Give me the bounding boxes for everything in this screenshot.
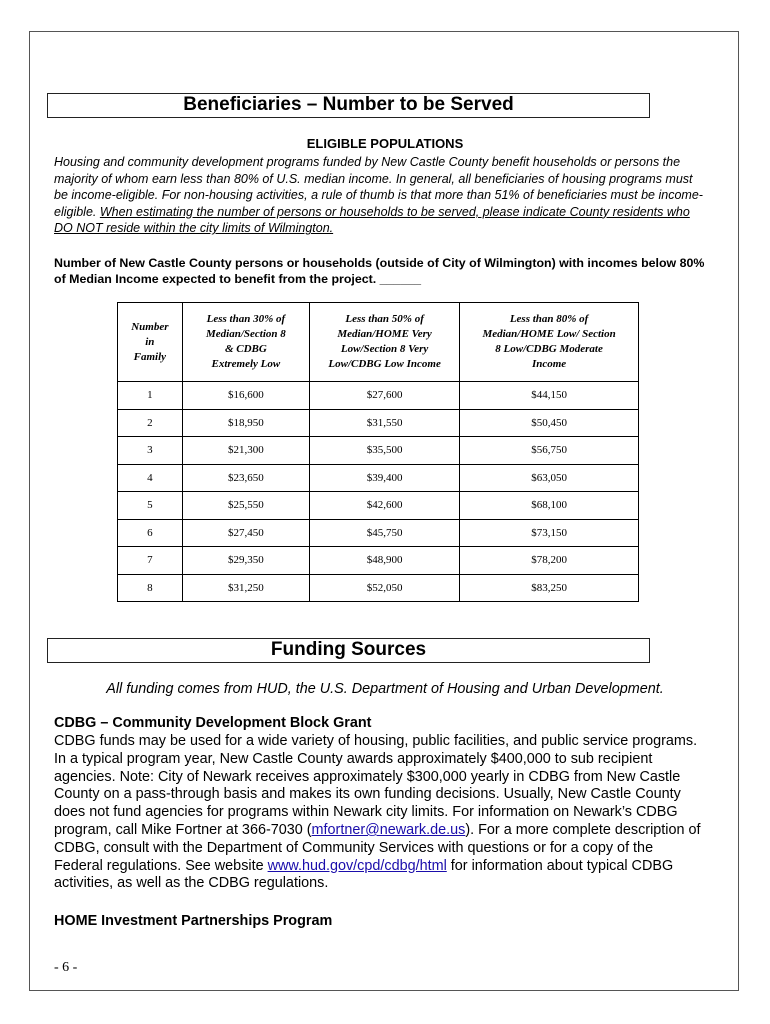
header-number-in-family [118, 303, 183, 382]
income-limit-cell: $39,400 [310, 464, 460, 492]
income-limit-cell: $18,950 [182, 409, 309, 437]
home-program-heading: HOME Investment Partnerships Program [54, 913, 333, 929]
header-line: in [145, 335, 155, 348]
table-header-row [118, 303, 639, 382]
income-limit-cell: $29,350 [182, 547, 309, 575]
income-limit-cell: $16,600 [182, 382, 309, 410]
header-line: Extremely Low [211, 358, 281, 370]
income-limit-cell: $50,450 [460, 409, 639, 437]
income-limit-cell: $63,050 [460, 464, 639, 492]
income-limit-cell: $83,250 [460, 574, 639, 602]
header-line: Low/Section 8 Very [340, 343, 429, 355]
funding-sources-title: Funding Sources [47, 638, 650, 663]
header-line: Median/Section 8 [205, 328, 286, 340]
income-limit-cell: $31,250 [182, 574, 309, 602]
intro-underlined-text: When estimating the number of persons or households to be served, please indicate County residents who DO NOT reside within the city limits of Wilmington. [54, 204, 690, 236]
family-size-cell: 6 [118, 519, 183, 547]
cdbg-heading: CDBG – Community Development Block Grant [54, 715, 372, 731]
income-limit-cell: $68,100 [460, 492, 639, 520]
income-limit-cell: $42,600 [310, 492, 460, 520]
family-size-cell: 8 [118, 574, 183, 602]
hud-website-link[interactable]: www.hud.gov/cpd/cdbg/html [267, 857, 447, 874]
header-line: Number [131, 320, 169, 333]
family-size-cell: 3 [118, 437, 183, 465]
header-line: Less than 50% of [345, 313, 424, 325]
table-row [118, 519, 639, 547]
family-size-cell: 5 [118, 492, 183, 520]
intro-text: Housing and community development programs funded by New Castle County benefit households or persons the majority of whom earn less than 80% of U.S. median income. In general, all beneficiaries of housing programs must be income-eligible. For non-housing activities, a rule of thumb is that more than 51% of beneficiaries must be income-eligible. [54, 155, 703, 219]
header-line: Income [531, 358, 567, 370]
beneficiary-count-question: Number of New Castle County persons or households (outside of City of Wilmington) with incomes below 80% of Median Income expected to benefit from the project. ______ [54, 256, 705, 286]
family-size-cell: 2 [118, 409, 183, 437]
funding-note: All funding comes from HUD, the U.S. Department of Housing and Urban Development. [106, 681, 664, 697]
table-row [118, 464, 639, 492]
income-limit-cell: $27,450 [182, 519, 309, 547]
table-row [118, 437, 639, 465]
table-row [118, 547, 639, 575]
beneficiaries-title: Beneficiaries – Number to be Served [47, 93, 650, 118]
income-limit-cell: $45,750 [310, 519, 460, 547]
income-limit-cell: $27,600 [310, 382, 460, 410]
income-limit-cell: $56,750 [460, 437, 639, 465]
header-less-than-80 [460, 303, 639, 382]
family-size-cell: 1 [118, 382, 183, 410]
income-limit-cell: $23,650 [182, 464, 309, 492]
cdbg-paragraph [54, 733, 704, 893]
eligible-populations-heading: ELIGIBLE POPULATIONS [306, 136, 464, 151]
table-row [118, 409, 639, 437]
cdbg-text-part2: ). For a more complete description of CDBG, consult with the Department of Community Services with questions or for a copy of the Federal regulations. See website [54, 821, 701, 874]
family-size-cell: 4 [118, 464, 183, 492]
header-line: Family [133, 350, 167, 363]
cdbg-text-part1: CDBG funds may be used for a wide variety of housing, public facilities, and public service programs. In a typical program year, New Castle County awards approximately $400,000 to sub recipient agencies. Note: City of Newark receives approximately $300,000 yearly in CDBG from New Castle County on a pass-through basis and makes its own funding decisions. Usually, New Castle County does not fund agencies for programs within Newark city limits. For information on Newark’s CDBG program, call Mike Fortner at 366-7030 ( [54, 733, 698, 838]
header-line: Median/HOME Very [337, 328, 432, 340]
table-row [118, 382, 639, 410]
table-body [118, 382, 639, 602]
page-number: - 6 - [54, 960, 78, 975]
income-limit-cell: $35,500 [310, 437, 460, 465]
header-less-than-50 [310, 303, 460, 382]
family-size-cell: 7 [118, 547, 183, 575]
newark-email-link[interactable]: mfortner@newark.de.us [311, 821, 466, 838]
income-limit-cell: $31,550 [310, 409, 460, 437]
cdbg-text-part3: for information about typical CDBG activities, as well as the CDBG regulations. [54, 857, 674, 892]
header-line: Less than 80% of [509, 313, 589, 325]
income-limit-cell: $52,050 [310, 574, 460, 602]
header-less-than-30 [182, 303, 309, 382]
intro-paragraph [54, 154, 704, 237]
header-line: 8 Low/CDBG Moderate [495, 343, 603, 355]
income-limit-cell: $25,550 [182, 492, 309, 520]
header-line: Median/HOME Low/ Section [482, 328, 616, 340]
income-limit-cell: $73,150 [460, 519, 639, 547]
table-row [118, 574, 639, 602]
income-limit-cell: $48,900 [310, 547, 460, 575]
header-line: & CDBG [224, 343, 267, 355]
header-line: Less than 30% of [206, 313, 286, 325]
income-limit-cell: $44,150 [460, 382, 639, 410]
table-row [118, 492, 639, 520]
income-limits-table [117, 302, 639, 602]
income-limit-cell: $21,300 [182, 437, 309, 465]
income-limit-cell: $78,200 [460, 547, 639, 575]
header-line: Low/CDBG Low Income [328, 358, 441, 370]
